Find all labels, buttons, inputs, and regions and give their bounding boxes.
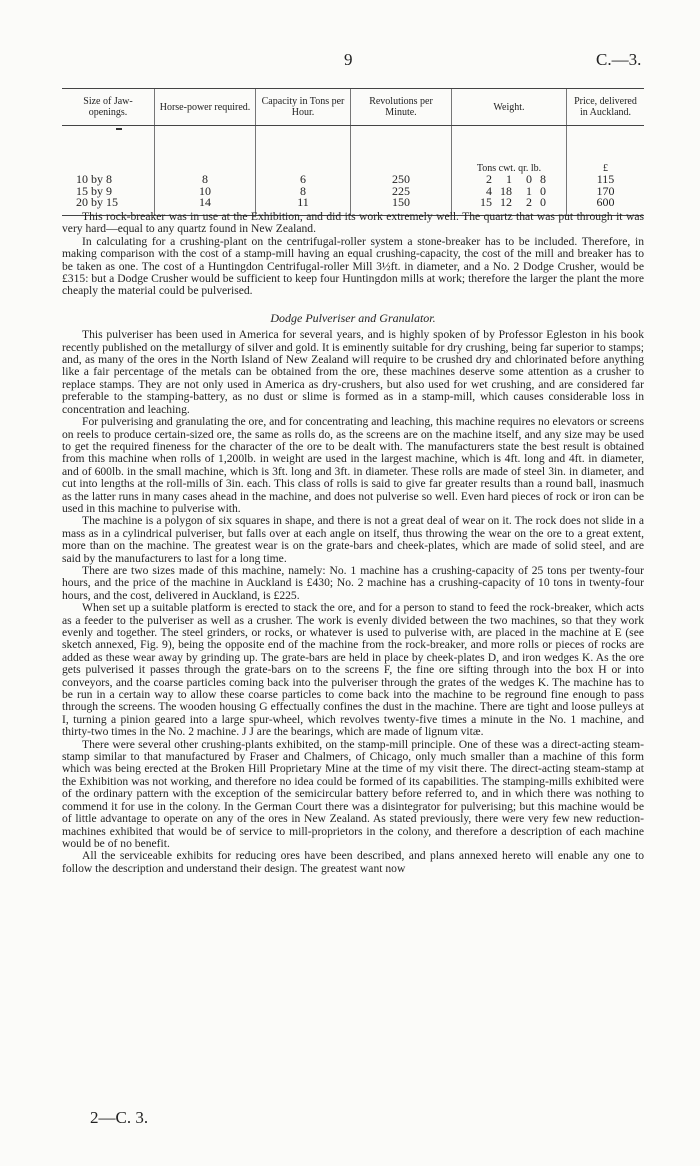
col-size: Size of Jaw-openings.: [62, 89, 155, 126]
table-row: 10 by 8 8 6 250 2 1 0 8 115: [62, 174, 644, 186]
paragraph: In calculating for a crushing-plant on the centrifugal-roller system a stone-breaker has to be included. Therefore, in making comparison with the cost of a stamp-mill having an equal crushing-capacity, the cost of the mill and breaker has to be taken as one. The cost of a Huntingdon Centrifugal-roller Mill 3½ft. in diameter, and a No. 2 Dodge Crusher, would be £315: but a Dodge Crusher would be sufficient to keep four Huntingdon mills at work; therefore the larger the plant the more cheaply the material could be pulverised.: [62, 234, 644, 298]
table-header-row: [62, 89, 644, 126]
weight-units: Tons cwt. qr. lb.: [452, 126, 567, 175]
col-price: Price, delivered in Auckland.: [567, 89, 645, 126]
table-row: 15 by 9 10 8 225 4 18 1 0 170: [62, 186, 644, 198]
paragraph: The machine is a polygon of six squares in shape, and there is not a great deal of wear on it. The rock does not slide in a mass as in a cylindrical pulveriser, but falls over at each angle on itself, thus throwing the wear on the ore to a great extent, more than on the machine. The greatest wear is on the grate-bars and cheek-plates, which are made of solid steel, and are said by the manufacturers to last for a long time.: [62, 514, 644, 565]
table-row: 20 by 15 14 11 150 15 12 2 0 600: [62, 197, 644, 215]
paragraph: This pulveriser has been used in America for several years, and is highly spoken of by Professor Egleston in his book recently published on the metallurgy of silver and gold. It is eminently suitable for dry crushing, being far superior to stamps; and, as many of the ores in the North Island of New Zealand will require to be crushed dry and chlorinated before anything like a fair percentage of the metals can be obtained from the ore, these machines deserve some attention as a crusher to replace stamps. They are not only used in America as dry-crushers, but also used for wet crushing, and are considered far preferable to the stamping-battery, as no dust or slime is formed as in a stamp-mill, which causes considerable loss in concentration and leaching.: [62, 328, 644, 416]
signature-mark: 2—C. 3.: [90, 1108, 149, 1127]
rock-breaker-table: [62, 88, 644, 216]
paragraph: This rock-breaker was in use at the Exhibition, and did its work extremely well. The quartz that was put through it was very hard—equal to any quartz found in New Zealand.: [62, 210, 644, 236]
table-rule-mark: [116, 128, 122, 130]
paragraph: There are two sizes made of this machine, namely: No. 1 machine has a crushing-capacity of 25 tons per twenty-four hours, and the price of the machine in Auckland is £430; No. 2 machine has a crushing-capacity of 10 tons in twenty-four hours, and the cost, delivered in Auckland, is £225.: [62, 563, 644, 602]
body-text: [62, 211, 644, 875]
paragraph: When set up a suitable platform is erected to stack the ore, and for a person to stand to feed the rock-breaker, which acts as a feeder to the pulveriser as well as a crusher. The work is evenly divided between the two machines, so that they work evenly and together. The steel grinders, or rocks, or whatever is used to pulverise with, are placed in the machine at E (see sketch annexed, Fig. 9), being the opposite end of the machine from the rock-breaker, and more rolls or pieces of rocks are added as these wear away by grinding up. The grate-bars are held in place by cheek-plates D, and iron wedges K. As the ore gets pulverised it passes through the grate-bars on to the screens F, the fine ore sifting through into the box H or into conveyors, and the coarse particles coming back into the pulveriser through the grates of the wedges K. The machine has to be run in a certain way to allow these coarse particles to come back into the machine to be reground fine enough to pass through the screens. The wooden housing G effectually confines the dust in the machine. There are tight and loose pulleys at I, turning a pinion geared into a large spur-wheel, which revolves twenty-five times a minute in the No. 1 machine, and thirty-two times in the No. 2 machine. J J are the bearings, which are made of lignum vitæ.: [62, 601, 644, 739]
col-hp: Horse-power required.: [155, 89, 256, 126]
paragraph: For pulverising and granulating the ore, and for concentrating and leaching, this machine requires no elevators or screens on reels to produce certain-sized ore, the same as rolls do, as the screens are on the machine itself, and any size may be used to get the required fineness for the character of the ore to be dealt with. The manufacturers state the best result is obtained from this machine when rolls of 1,200lb. in weight are used in the largest machine, which is 4ft. long and 4ft. in diameter, and of 600lb. in the small machine, which is 3ft. long and 3ft. in diameter. These rolls are made of steel 3in. in diameter, and cut into lengths at the roll-mills of 3in. each. This class of rolls is said to give far greater results than a round ball, inasmuch as the latter runs in many cases ahead in the machine, and does not pulverise so well. Even hard pieces of rock or iron can be used in this machine to pulverise with.: [62, 415, 644, 515]
table-units-row: [62, 126, 644, 175]
paragraph: There were several other crushing-plants exhibited, on the stamp-mill principle. One of these was a direct-acting steam-stamp similar to that manufactured by Fraser and Chalmers, of Chicago, only much smaller than a machine of this form which was being erected at the Broken Hill Proprietary Mine at the time of my visit there. The direct-acting steam-stamp at the Exhibition was not working, and therefore no idea could be formed of its capabilities. The stamping-mills exhibited were of the ordinary pattern with the exception of the semicircular battery before referred to, and in which there was nothing to commend it for use in the colony. In the German Court there was a disintegrator for pulverising; but this machine would be of little advantage to operate on any of the ores in New Zealand. As stated previously, there were very few new reduction-machines exhibited that would be of service to mill-proprietors in the colony, and therefore a description of each machine would be of no benefit.: [62, 737, 644, 850]
col-weight: Weight.: [452, 89, 567, 126]
document-reference: C.—3.: [596, 50, 642, 69]
price-unit: £: [567, 126, 645, 175]
section-heading: Dodge Pulveriser and Granulator.: [270, 310, 436, 325]
col-capacity: Capacity in Tons per Hour.: [256, 89, 351, 126]
paragraph: All the serviceable exhibits for reducing ores have been described, and plans annexed hereto will enable any one to follow the description and understand their design. The greatest want now: [62, 849, 644, 875]
page-number: 9: [344, 50, 353, 69]
col-rpm: Revolutions per Minute.: [351, 89, 452, 126]
